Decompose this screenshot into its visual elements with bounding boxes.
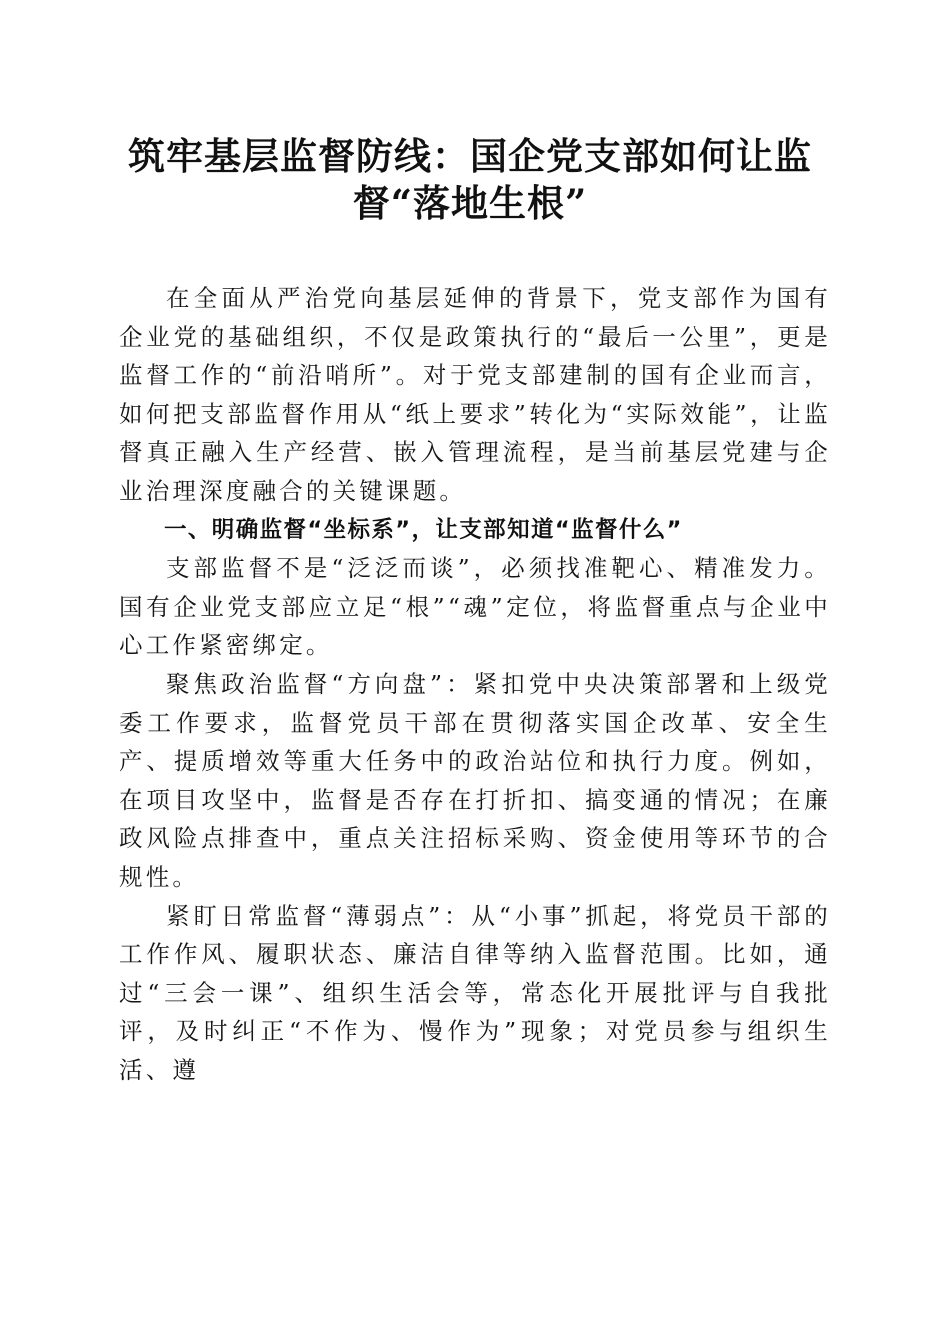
section-heading: 一、明确监督“坐标系”，让支部知道“监督什么” bbox=[164, 516, 683, 543]
body-paragraph: 支部监督不是“泛泛而谈”，必须找准靶心、精准发力。国有企业党支部应立足“根”“魂”定位，将监督重点与企业中心工作紧密绑定。 bbox=[119, 554, 831, 660]
title-line-1: 筑牢基层监督防线：国企党支部如何让监 bbox=[128, 134, 812, 178]
title-line-2: 督“落地生根” bbox=[352, 181, 588, 225]
body-paragraph: 紧盯日常监督“薄弱点”：从“小事”抓起，将党员干部的工作作风、履职状态、廉洁自律等纳入监督范围。比如，通过“三会一课”、组织生活会等，常态化开展批评与自我批评，及时纠正“不作为、慢作为”现象；对党员参与组织生活、遵 bbox=[119, 901, 831, 1084]
document-title bbox=[100, 133, 840, 227]
document-body bbox=[119, 279, 831, 1089]
body-paragraph: 聚焦政治监督“方向盘”：紧扣党中央决策部署和上级党委工作要求，监督党员干部在贯彻落实国企改革、安全生产、提质增效等重大任务中的政治站位和执行力度。例如，在项目攻坚中，监督是否存在打折扣、搞变通的情况；在廉政风险点排查中，重点关注招标采购、资金使用等环节的合规性。 bbox=[119, 669, 831, 891]
intro-paragraph: 在全面从严治党向基层延伸的背景下，党支部作为国有企业党的基础组织，不仅是政策执行的“最后一公里”，更是监督工作的“前沿哨所”。对于党支部建制的国有企业而言，如何把支部监督作用从“纸上要求”转化为“实际效能”，让监督真正融入生产经营、嵌入管理流程，是当前基层党建与企业治理深度融合的关键课题。 bbox=[119, 284, 831, 505]
